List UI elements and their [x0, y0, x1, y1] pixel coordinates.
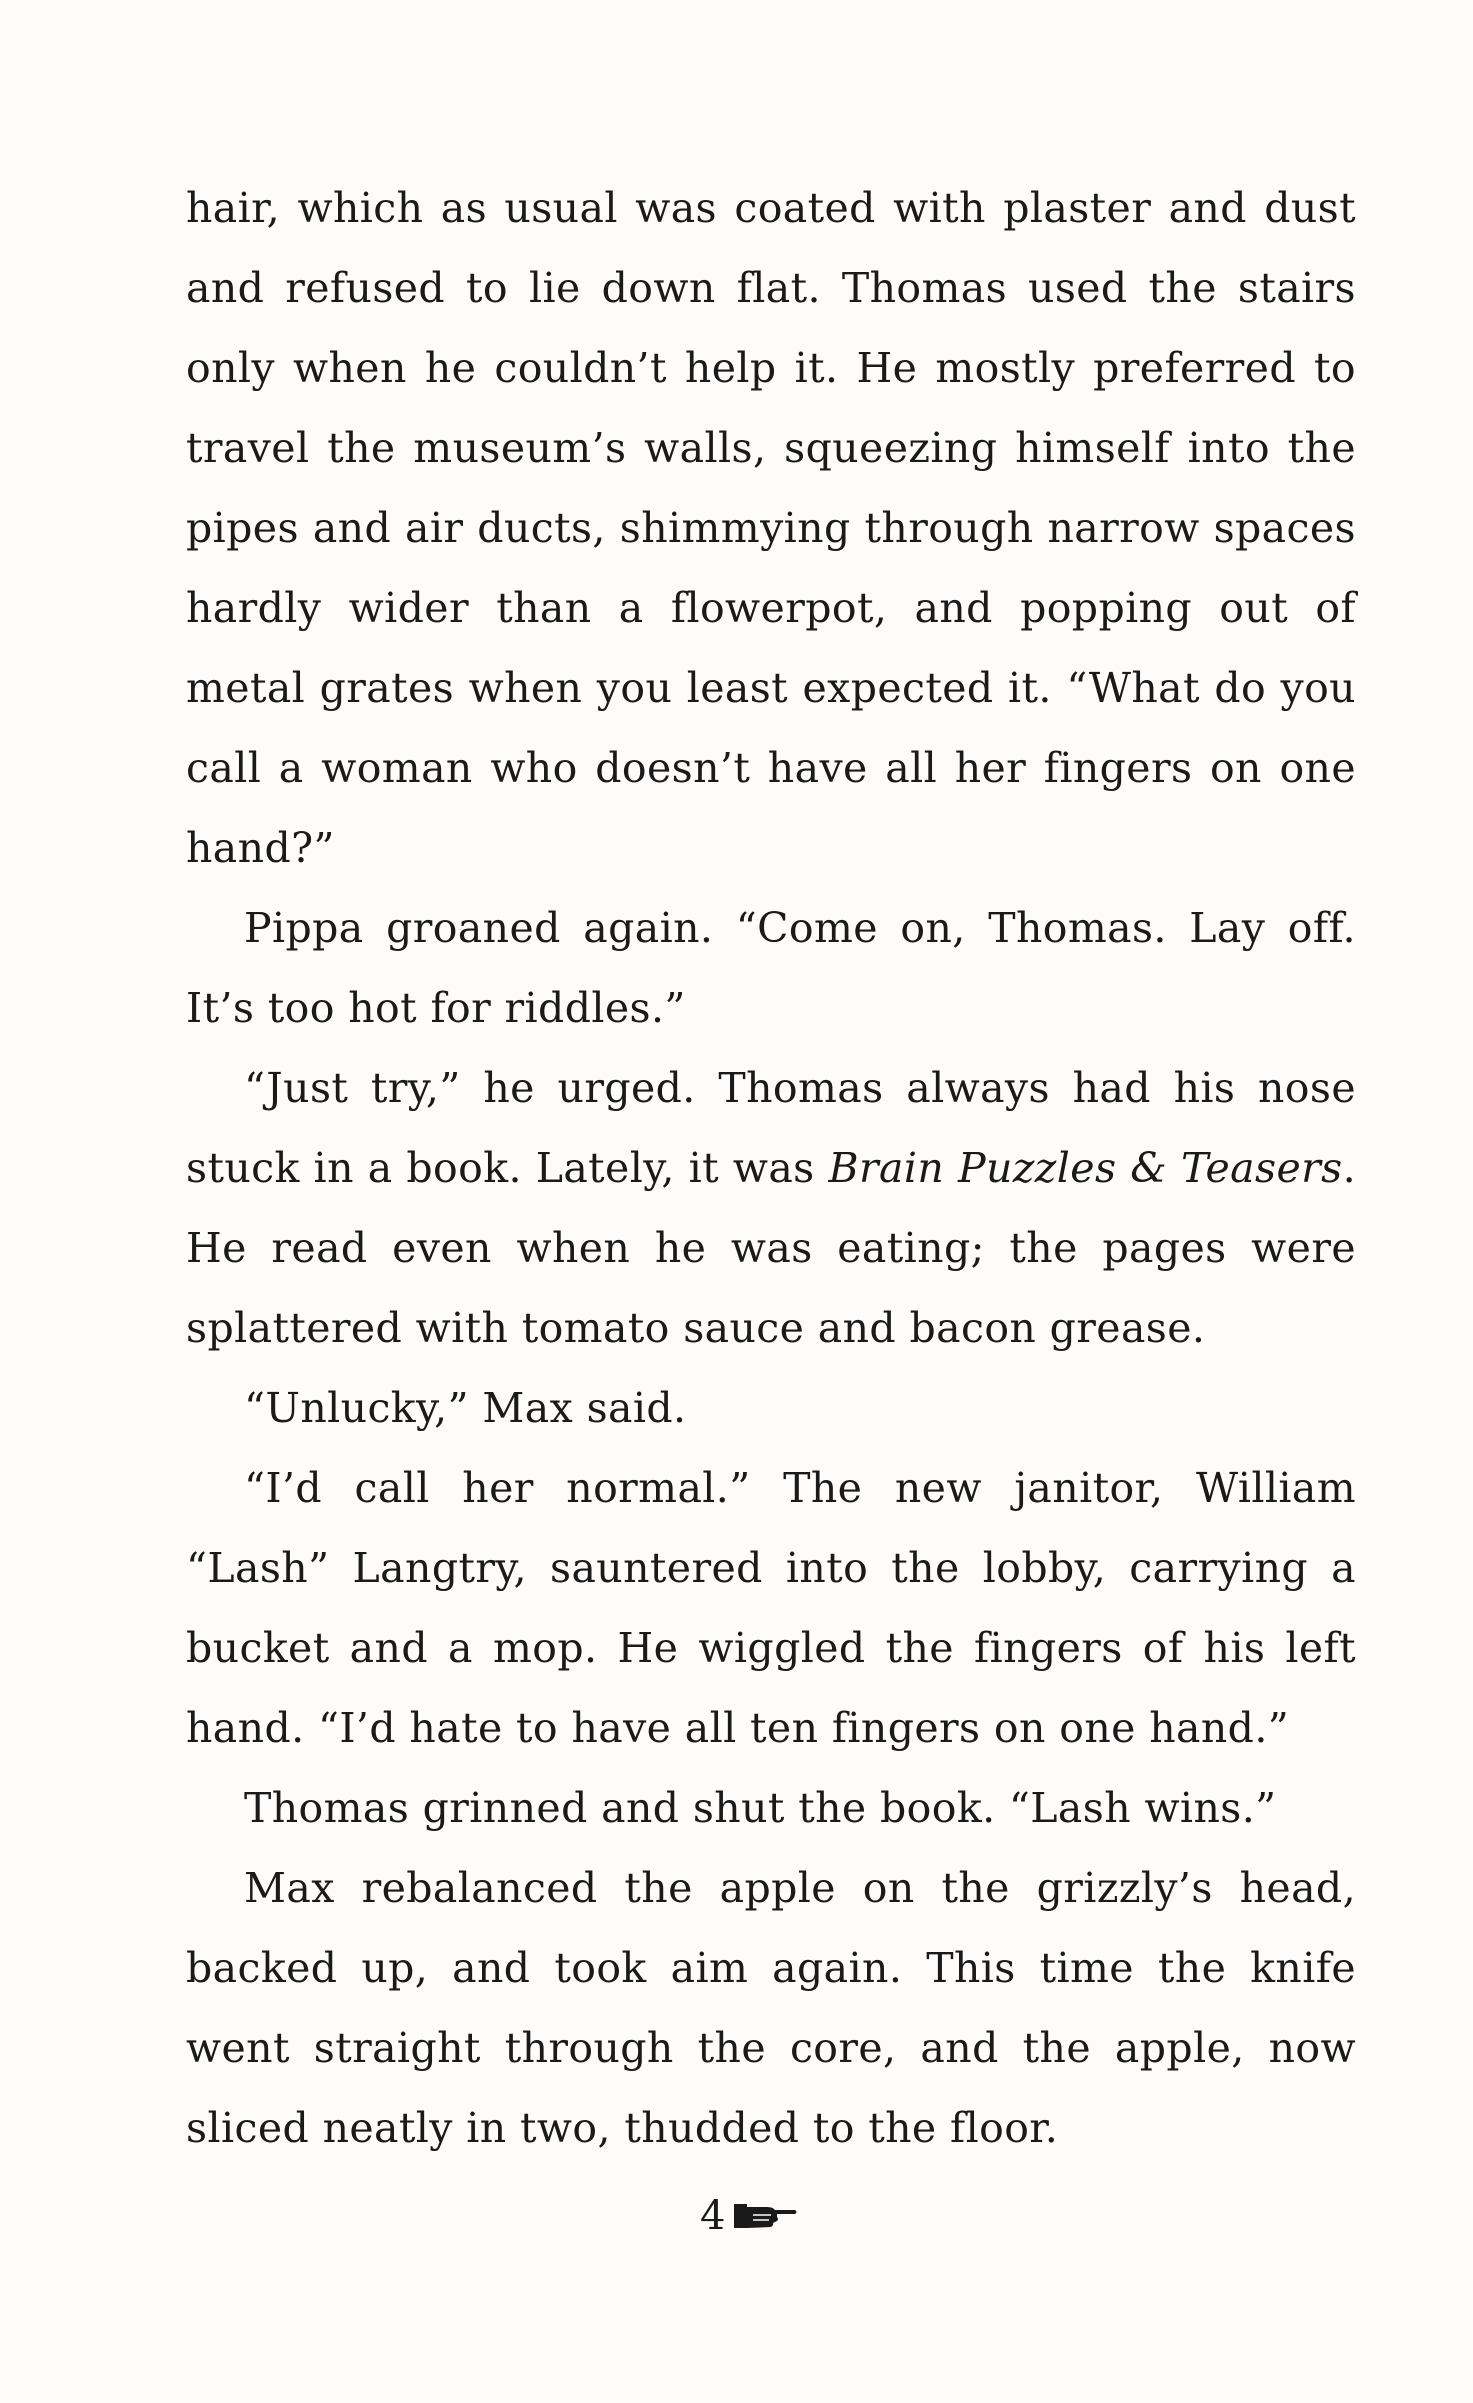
paragraph-text: Thomas grinned and shut the book. “Lash wins.”	[244, 1784, 1277, 1832]
paragraph-text: “Unlucky,” Max said.	[244, 1384, 687, 1432]
body-text	[186, 168, 1356, 2168]
paragraph-7	[186, 1848, 1356, 2168]
paragraph-text: Max rebalanced the apple on the grizzly’s head, backed up, and took aim again. This time the knife went straight through the core, and the apple, now sliced neatly in two, thudded to the floor.	[186, 1864, 1356, 2152]
paragraph-1	[186, 168, 1356, 888]
paragraph-6	[186, 1768, 1356, 1848]
paragraph-text: . He read even when he was eating; the pages were splattered with tomato sauce and bacon grease.	[186, 1144, 1356, 1352]
paragraph-2	[186, 888, 1356, 1048]
book-title-italic: Brain Puzzles & Teasers	[828, 1144, 1343, 1192]
paragraph-4	[186, 1368, 1356, 1448]
paragraph-text: Pippa groaned again. “Come on, Thomas. Lay off. It’s too hot for riddles.”	[186, 904, 1356, 1032]
page-folio	[700, 2186, 799, 2246]
paragraph-3	[186, 1048, 1356, 1368]
page-number: 4	[700, 2193, 726, 2239]
pointing-hand-icon	[733, 2201, 799, 2231]
paragraph-5	[186, 1448, 1356, 1768]
paragraph-text: “I’d call her normal.” The new janitor, William “Lash” Langtry, sauntered into the lobby, carrying a bucket and a mop. He wiggled the fingers of his left hand. “I’d hate to have all ten fingers on one hand.”	[186, 1464, 1356, 1752]
paragraph-text: hair, which as usual was coated with plaster and dust and refused to lie down flat. Thomas used the stairs only when he couldn’t help it. He mostly preferred to travel the museum’s walls, squeezing himself into the pipes and air ducts, shimmying through narrow spaces hardly wider than a flowerpot, and popping out of metal grates when you least expected it. “What do you call a woman who doesn’t have all her fingers on one hand?”	[186, 184, 1356, 872]
paragraph-text: “Just try,” he urged. Thomas always had his nose stuck in a book. Lately, it was	[186, 1064, 1356, 1192]
